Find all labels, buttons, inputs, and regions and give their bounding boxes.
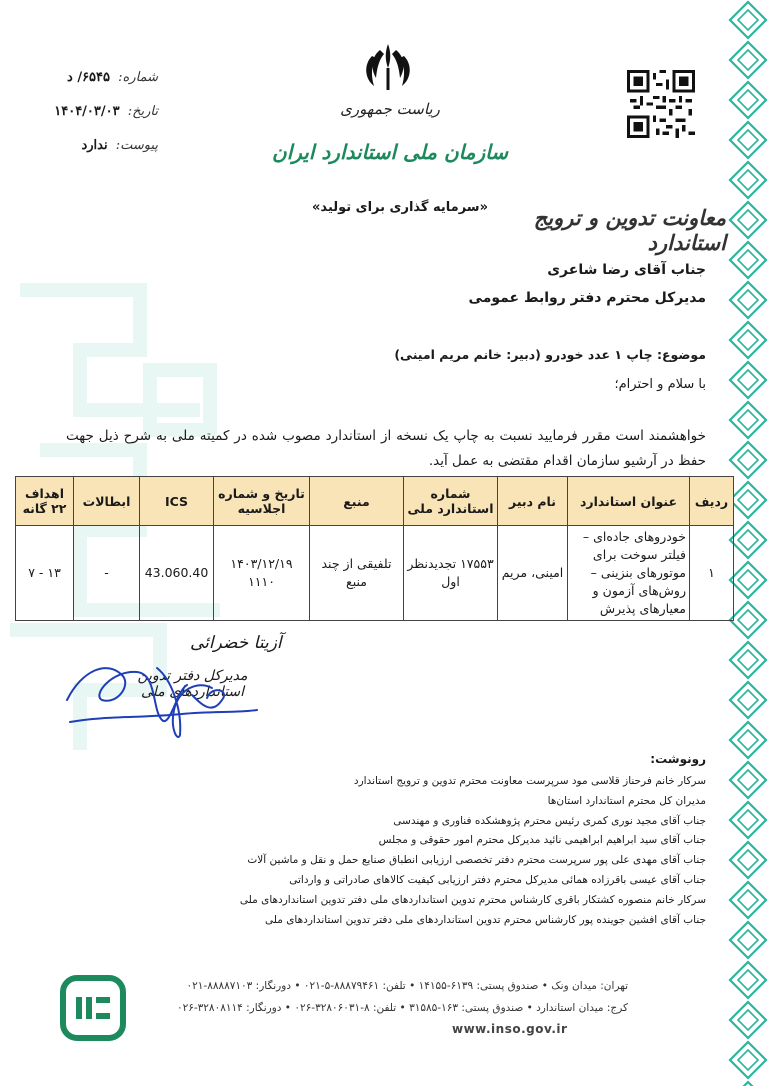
cc-item: جناب آقای مهدی علی پور سرپرست محترم دفتر تخصصی ارزیابی انطباق صنایع حمل و نقل و ماشین آلات [247, 854, 706, 867]
department-title: معاونت تدوین و ترویج استاندارد [533, 205, 726, 255]
header-secretary: نام دبیر [498, 477, 568, 526]
footer-karaj-address: کرج: میدان استاندارد • صندوق پستی: ۱۶۳-۳۱۵۸۵ • تلفن: ۸-۳۲۸۰۶۰۳۱-۰۲۶ • دورنگار: ۳۲۸۰۸۱۱۴-۰۲۶ [176, 1002, 628, 1014]
cell-ics: 43.060.40 [140, 526, 214, 621]
cell-secretary: امینی، مریم [498, 526, 568, 621]
header-source: منبع [310, 477, 404, 526]
header-standard-number: شماره استاندارد ملی [404, 477, 498, 526]
table-header-row [16, 477, 734, 526]
letter-subject: موضوع: چاپ ۱ عدد خودرو (دبیر: خانم مریم امینی) [394, 347, 706, 362]
letter-greeting: با سلام و احترام؛ [614, 377, 706, 392]
signatory-title: مدیرکل دفتر تدوین استانداردهای ملی [137, 668, 248, 700]
header-ics: ICS [140, 477, 214, 526]
recipient-title: مدیرکل محترم دفتر روابط عمومی [468, 290, 706, 306]
national-emblem-icon [360, 40, 416, 96]
cc-label: رونوشت: [650, 752, 706, 766]
border-pattern [728, 0, 768, 1086]
header-goals: اهداف ۲۲ گانه [16, 477, 74, 526]
inso-logo-icon [60, 975, 126, 1041]
cc-item: جناب آقای مجید نوری کمری رئیس محترم پژوهشکده فناوری و مهندسی [393, 814, 706, 827]
cc-item: جناب آقای سید ابراهیم ابراهیمی نائید مدیرکل محترم امور حقوقی و مجلس [378, 834, 706, 847]
header-cancellations: ابطالات [74, 477, 140, 526]
header-row-number: ردیف [690, 477, 734, 526]
cell-source: تلفیقی از چند منبع [310, 526, 404, 621]
cell-title: خودروهای جاده‌ای – فیلتر سوخت برای موتورهای بنزینی – روش‌های آزمون و معیارهای پذیرش [568, 526, 690, 621]
cell-standard-number: ۱۷۵۵۳ تجدیدنظر اول [404, 526, 498, 621]
letter-attachment: پیوست: ندارد [81, 138, 158, 153]
cell-session-date: ۱۴۰۳/۱۲/۱۹ ۱۱۱۰ [214, 526, 310, 621]
signatory-name: آزیتا خضرائی [190, 633, 282, 653]
cc-item: سرکار خانم فرحناز قلاسی مود سرپرست معاونت محترم تدوین و ترویج استاندارد [353, 775, 706, 787]
cell-cancellations: - [74, 526, 140, 621]
header-session-date: تاریخ و شماره اجلاسیه [214, 477, 310, 526]
org-name: سازمان ملی استاندارد ایران [272, 140, 508, 164]
letter-date: تاریخ: ۱۴۰۴/۰۳/۰۳ [54, 104, 158, 119]
letter-number: شماره: ۶۵۴۵/ د [67, 70, 158, 85]
slogan: «سرمایه گذاری برای تولید» [312, 200, 488, 215]
cc-item: سرکار خانم منصوره کشتکار باقری کارشناس محترم تدوین استانداردهای ملی دفتر تدوین استانداردهای ملی [239, 893, 706, 906]
letter-body: خواهشمند است مقرر فرمایید نسبت به چاپ یک نسخه از استاندارد مصوب شده در کمیته ملی به شرح ذیل جهت حفظ در آرشیو سازمان اقدام مقتضی به عمل آید. [66, 428, 706, 469]
cc-item: جناب آقای افشین جوینده پور کارشناس محترم تدوین استانداردهای ملی دفتر تدوین استانداردهای ملی [265, 913, 706, 926]
standards-table [15, 476, 734, 621]
cc-list [206, 772, 706, 930]
org-subtitle: ریاست جمهوری [340, 100, 440, 118]
handwritten-signature [62, 650, 262, 745]
cc-item: مدیران کل محترم استاندارد استان‌ها [547, 794, 706, 807]
cc-item: جناب آقای عیسی باقرزاده همائی مدیرکل محترم دفتر ارزیابی کیفیت کالاهای صادراتی و وارداتی [289, 873, 706, 886]
cell-row-number: ۱ [690, 526, 734, 621]
cell-goals: ۱۳ - ۷ [16, 526, 74, 621]
header-title: عنوان استاندارد [568, 477, 690, 526]
footer-website: www.inso.gov.ir [452, 1022, 568, 1036]
footer-tehran-address: تهران: میدان ونک • صندوق پستی: ۶۱۳۹-۱۴۱۵۵ • تلفن: ۸۸۸۷۹۴۶۱-۵-۰۲۱ • دورنگار: ۸۸۸۸۷۱۰۳-۰۲۱ [186, 980, 628, 992]
qr-code-icon [627, 70, 695, 138]
table-row [16, 526, 734, 621]
recipient-name: جناب آقای رضا شاعری [547, 262, 706, 278]
